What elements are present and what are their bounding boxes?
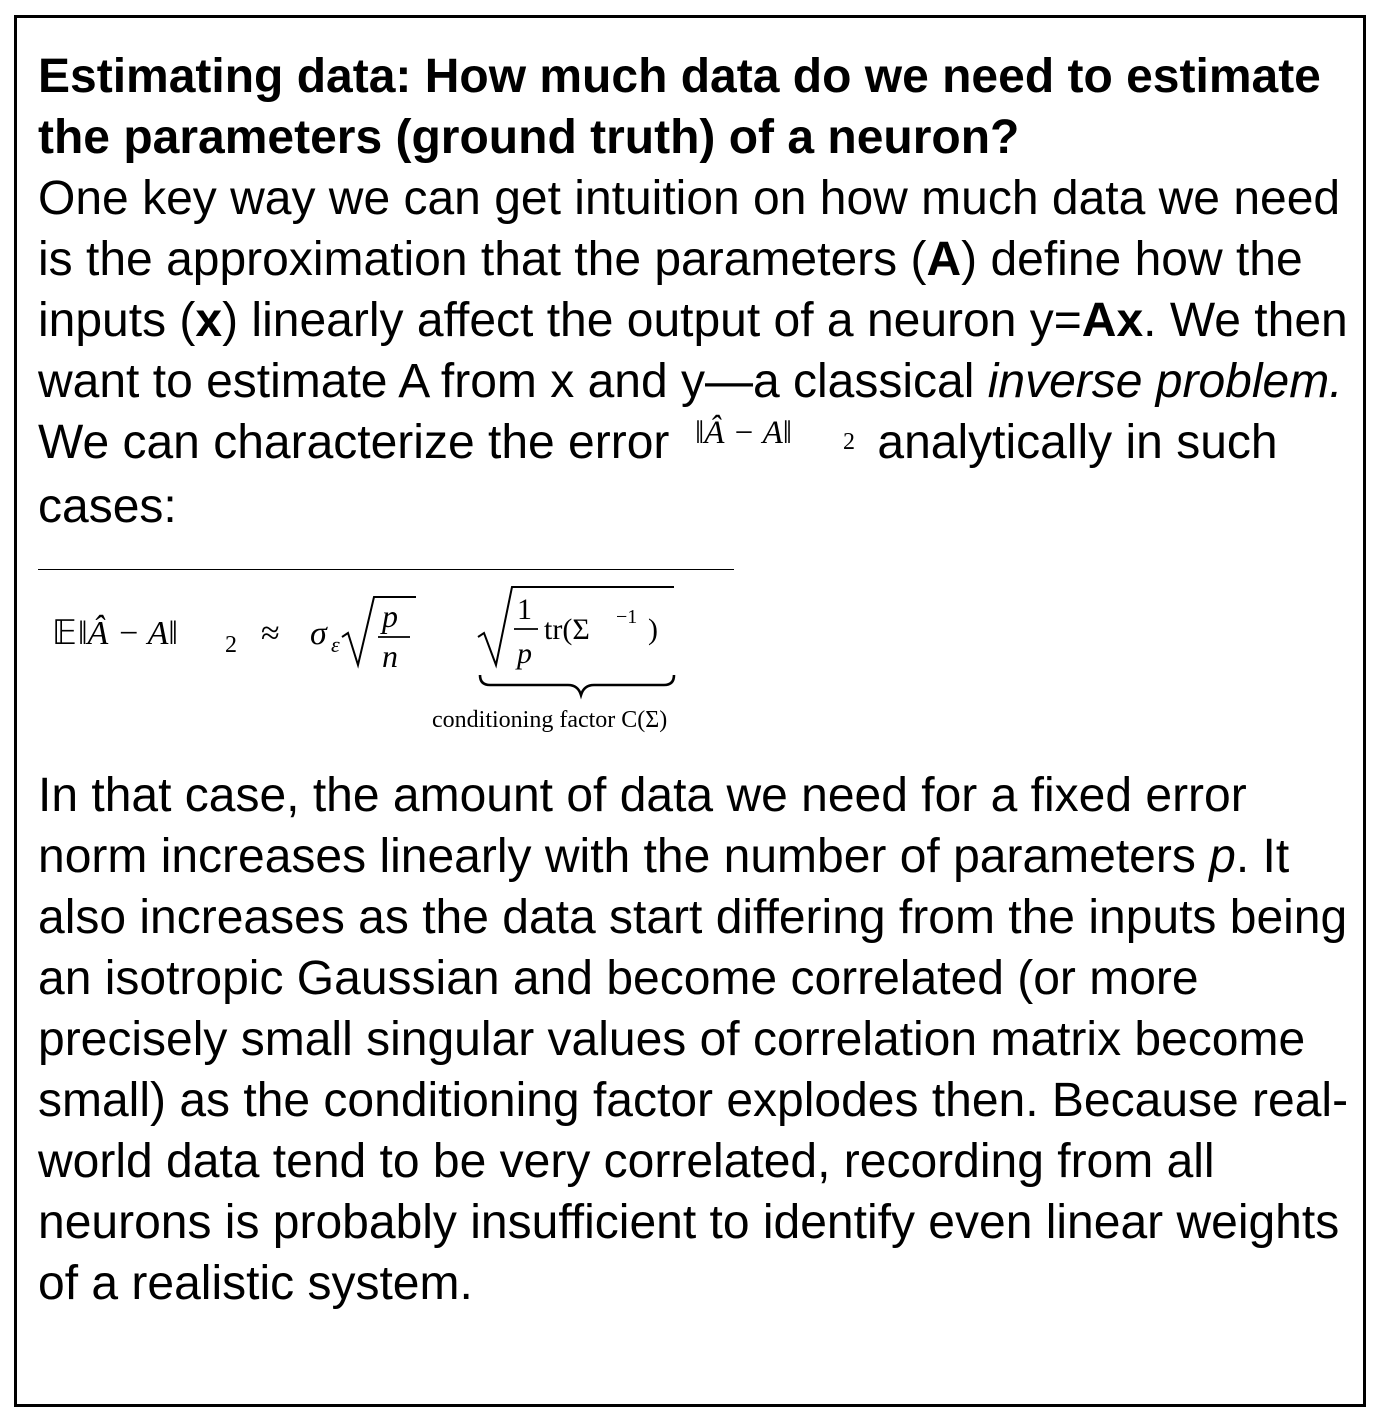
formula-trace: tr(Σ [544,612,590,646]
intro-text-2: ) define how the inputs ( [38,233,1303,347]
formula-approx: ≈ [261,614,280,652]
inverse-problem-italic: inverse problem. [987,355,1343,408]
error-formula-svg [38,567,758,765]
error-formula-block [38,567,1358,765]
intro-text-4: . We then want to estimate A from x and y—a classical [38,294,1348,408]
formula-trace-sup: −1 [616,605,638,628]
formula-n: n [382,637,398,674]
conclusion-text-1: In that case, the amount of data we need for a fixed error norm increases linearly with the number of parameters [38,768,1247,883]
inline-formula-svg [695,413,863,453]
formula-sigma-sub: ε [331,631,340,657]
underbrace [480,675,674,695]
intro-text-3: ) linearly affect the output of a neuron y= [222,294,1082,347]
formula-trace-close: ) [648,612,658,646]
intro-text-1: One key way we can get intuition on how much data we need is the approximation that the parameters ( [38,172,1341,286]
inline-formula-sub: 2 [843,428,856,453]
heading: Estimating data: How much data do we need to estimate the parameters (ground truth) of a neuron? [38,50,1321,164]
conclusion-text-2: . It also increases as the data start differing from the inputs being an isotropic Gaussian and become correlated (or more precisely small singular values of correlation matrix become small) as the conditioning factor explodes then. Because real-world data tend to be very correlated, recording from all neurons is probably insufficient to identify even linear weights of a realistic system. [38,829,1349,1310]
inline-formula-norm: ‖Â − A‖ [695,414,793,451]
p-italic: p [1209,829,1236,883]
Ax-bold: Ax [1081,294,1144,347]
formula-one: 1 [517,592,532,626]
formula-norm-sub: 2 [225,631,237,658]
param-A-bold: A [926,233,962,286]
paragraph-intro [38,168,1358,537]
inline-error-formula [695,407,863,468]
formula-expectation: 𝔼 [52,614,77,652]
paragraph-conclusion [38,765,1358,1314]
formula-p2: p [517,636,532,670]
intro-text-6: analytically in such cases: [38,416,1278,533]
intro-text-5: We can characterize the error [38,416,670,469]
formula-norm: ‖Â − A‖ [78,614,178,652]
formula-p: p [382,597,398,634]
conditioning-factor-label: conditioning factor C(Σ) [432,706,668,733]
input-x-bold: x [195,294,223,347]
sqrt-sign-1 [342,597,416,665]
text-box-frame [14,15,1366,1407]
text-content [38,46,1358,1314]
formula-sigma: σ [310,614,327,652]
